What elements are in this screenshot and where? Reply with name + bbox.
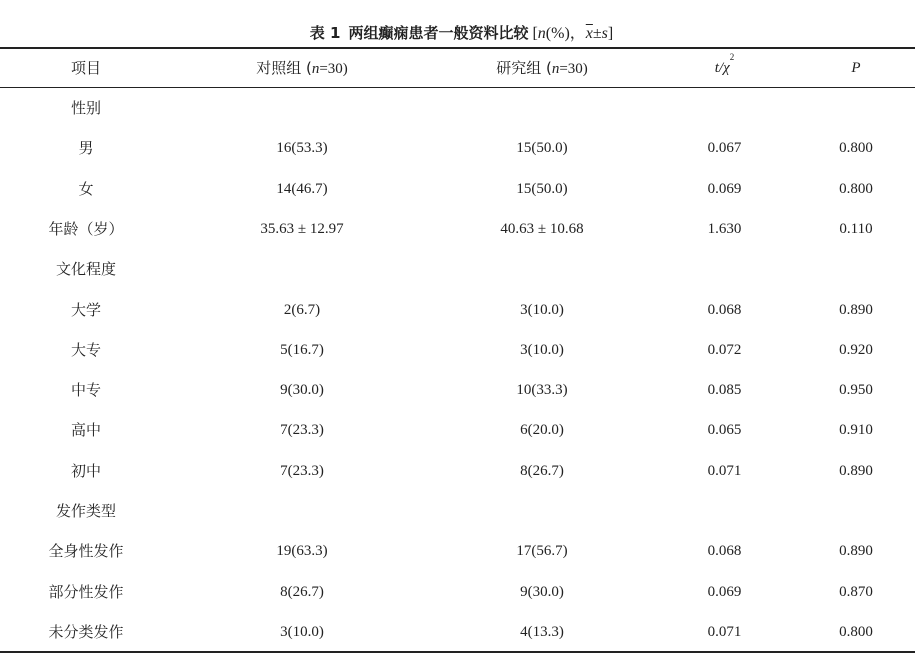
cell-study [432,491,652,531]
cell-study: 40.63 ± 10.68 [500,220,584,237]
table-row [0,612,915,652]
cell-item: 性别 [70,99,101,117]
cell-control: 35.63 ± 12.97 [260,220,344,237]
cell-stat: 0.068 [707,543,742,560]
table-row [0,209,915,249]
header-item: 项目 [70,59,101,77]
cell-study: 15(50.0) [516,140,568,157]
cell-p: 0.890 [839,301,873,318]
cell-item: 年龄（岁） [48,219,124,238]
cell-control [172,88,432,128]
cell-item: 男 [78,139,94,158]
cell-item: 中专 [70,381,101,400]
cell-stat [652,249,797,289]
cell-study [432,88,652,128]
cell-item: 初中 [70,461,101,480]
cell-item: 大专 [70,340,101,359]
header-stat: $t/\chi^2$ [714,52,735,76]
cell-control: 7(23.3) [280,422,324,439]
cell-study: 4(13.3) [520,623,564,640]
table-row [0,330,915,370]
cell-p: 0.800 [839,180,873,197]
cell-control: 7(23.3) [280,462,324,479]
cell-study: 3(10.0) [520,301,564,318]
table-caption [0,20,923,43]
header-control: 对照组 (n=30) [256,59,348,77]
cell-item: 未分类发作 [48,622,124,641]
cell-stat: 1.630 [707,220,742,237]
table-number: 表 1 [309,24,341,42]
cell-item: 女 [78,179,94,198]
table-row [0,169,915,209]
cell-study: 10(33.3) [516,382,568,399]
table-row [0,128,915,168]
table-row [0,531,915,571]
cell-study: 8(26.7) [520,462,564,479]
cell-stat: 0.065 [707,422,742,439]
cell-item: 全身性发作 [48,542,124,561]
cell-stat: 0.069 [707,583,742,600]
cell-control: 2(6.7) [283,301,321,318]
cell-p: 0.800 [839,140,873,157]
cell-item: 大学 [70,300,101,319]
table-row [0,410,915,450]
cell-control: 9(30.0) [280,382,324,399]
cell-stat: 0.069 [707,180,742,197]
cell-p: 0.800 [839,623,873,640]
header-study: 研究组 (n=30) [496,59,588,77]
cell-p: 0.910 [839,422,873,439]
cell-control: 5(16.7) [280,341,324,358]
cell-study [432,249,652,289]
cell-study: 17(56.7) [516,543,568,560]
cell-study: 15(50.0) [516,180,568,197]
cell-control [172,491,432,531]
table-row [0,451,915,491]
cell-study: 6(20.0) [520,422,564,439]
table-row [0,491,915,531]
table-row [0,370,915,410]
cell-stat: 0.071 [707,462,742,479]
table-title: 两组癫痫患者一般资料比较 [348,24,529,42]
cell-stat [652,491,797,531]
caption-units: [n(%)，$\overline{x}\pm s$] [532,25,614,42]
cell-item: 发作类型 [55,502,116,520]
cell-control: 8(26.7) [280,583,324,600]
cell-study: 9(30.0) [520,583,564,600]
cell-control [172,249,432,289]
table-row [0,572,915,612]
cell-stat: 0.071 [707,623,742,640]
cell-p [797,491,915,531]
cell-stat [652,88,797,128]
cell-stat: 0.068 [707,301,742,318]
table-row [0,249,915,289]
cell-item: 高中 [70,421,101,440]
cell-item: 部分性发作 [48,582,124,601]
cell-stat: 0.072 [707,341,742,358]
table-row [0,88,915,128]
cell-p [797,249,915,289]
cell-stat: 0.085 [707,382,742,399]
cell-stat: 0.067 [707,140,742,157]
cell-control: 14(46.7) [276,180,328,197]
cell-item: 文化程度 [55,260,116,279]
cell-study: 3(10.0) [520,341,564,358]
cell-control: 3(10.0) [280,623,324,640]
cell-p: 0.890 [839,543,873,560]
bottom-rule [0,651,915,653]
cell-p: 0.920 [839,341,873,358]
cell-control: 19(63.3) [276,543,328,560]
cell-p: 0.950 [839,382,873,399]
cell-p [797,88,915,128]
table-row [0,290,915,330]
cell-p: 0.870 [839,583,873,600]
cell-control: 16(53.3) [276,140,328,157]
header-row [0,48,915,88]
header-p: P [851,60,861,76]
cell-p: 0.110 [839,220,873,237]
cell-p: 0.890 [839,462,873,479]
